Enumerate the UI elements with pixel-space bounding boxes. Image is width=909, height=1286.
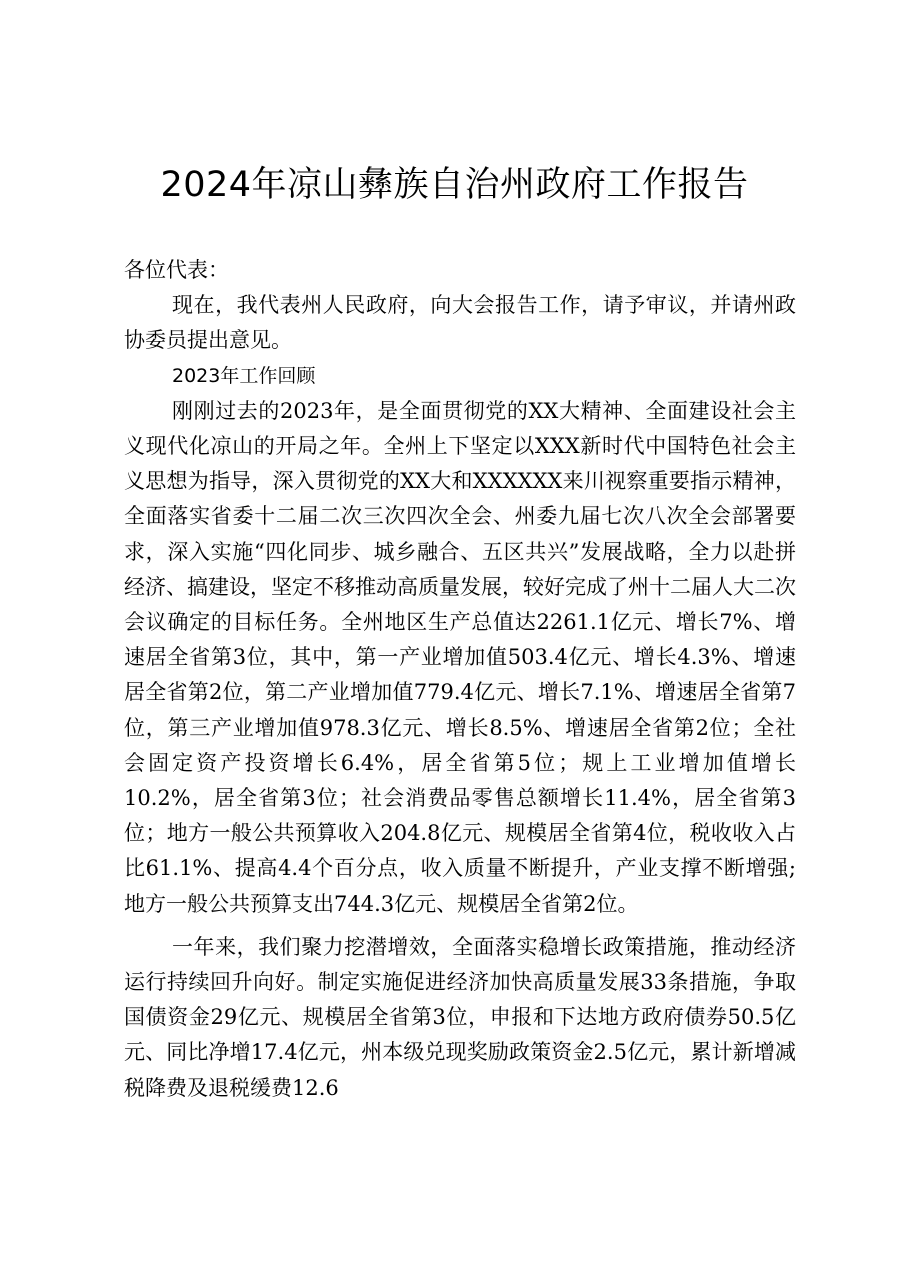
document-body: [124, 253, 796, 1106]
intro-paragraph: 现在，我代表州人民政府，向大会报告工作，请予审议，并请州政协委员提出意见。: [124, 293, 796, 353]
body-paragraph: 一年来，我们聚力挖潜增效，全面落实稳增长政策措施，推动经济运行持续回升向好。制定实施促进经济加快高质量发展33条措施，争取国债资金29亿元、规模居全省第3位，申报和下达地方政府债券50.5亿元、同比净增17.4亿元，州本级兑现奖励政策资金2.5亿元，累计新增减税降费及退税缓费12.6: [124, 934, 796, 1100]
document-title: 2024年凉山彝族自治州政府工作报告: [160, 165, 749, 205]
salutation: 各位代表：: [124, 258, 229, 282]
body-paragraph: 刚刚过去的2023年，是全面贯彻党的XX大精神、全面建设社会主义现代化凉山的开局之年。全州上下坚定以XXX新时代中国特色社会主义思想为指导，深入贯彻党的XX大和XXXXXX来川视察重要指示精神，全面落实省委十二届二次三次四次全会、州委九届七次八次全会部署要求，深入实施“四化同步、城乡融合、五区共兴”发展战略，全力以赴拼经济、搞建设，坚定不移推动高质量发展，较好完成了州十二届人大二次会议确定的目标任务。全州地区生产总值达2261.1亿元、增长7%、增速居全省第3位，其中，第一产业增加值503.4亿元、增长4.3%、增速居全省第2位，第二产业增加值779.4亿元、增长7.1%、增速居全省第7位，第三产业增加值978.3亿元、增长8.5%、增速居全省第2位；全社会固定资产投资增长6.4%，居全省第5位；规上工业增加值增长10.2%，居全省第3位；社会消费品零售总额增长11.4%，居全省第3位；地方一般公共预算收入204.8亿元、规模居全省第4位，税收收入占比61.1%、提高4.4个百分点，收入质量不断提升，产业支撑不断增强;地方一般公共预算支出744.3亿元、规模居全省第2位。: [124, 398, 796, 916]
section-heading: 2023年工作回顾: [172, 364, 316, 387]
